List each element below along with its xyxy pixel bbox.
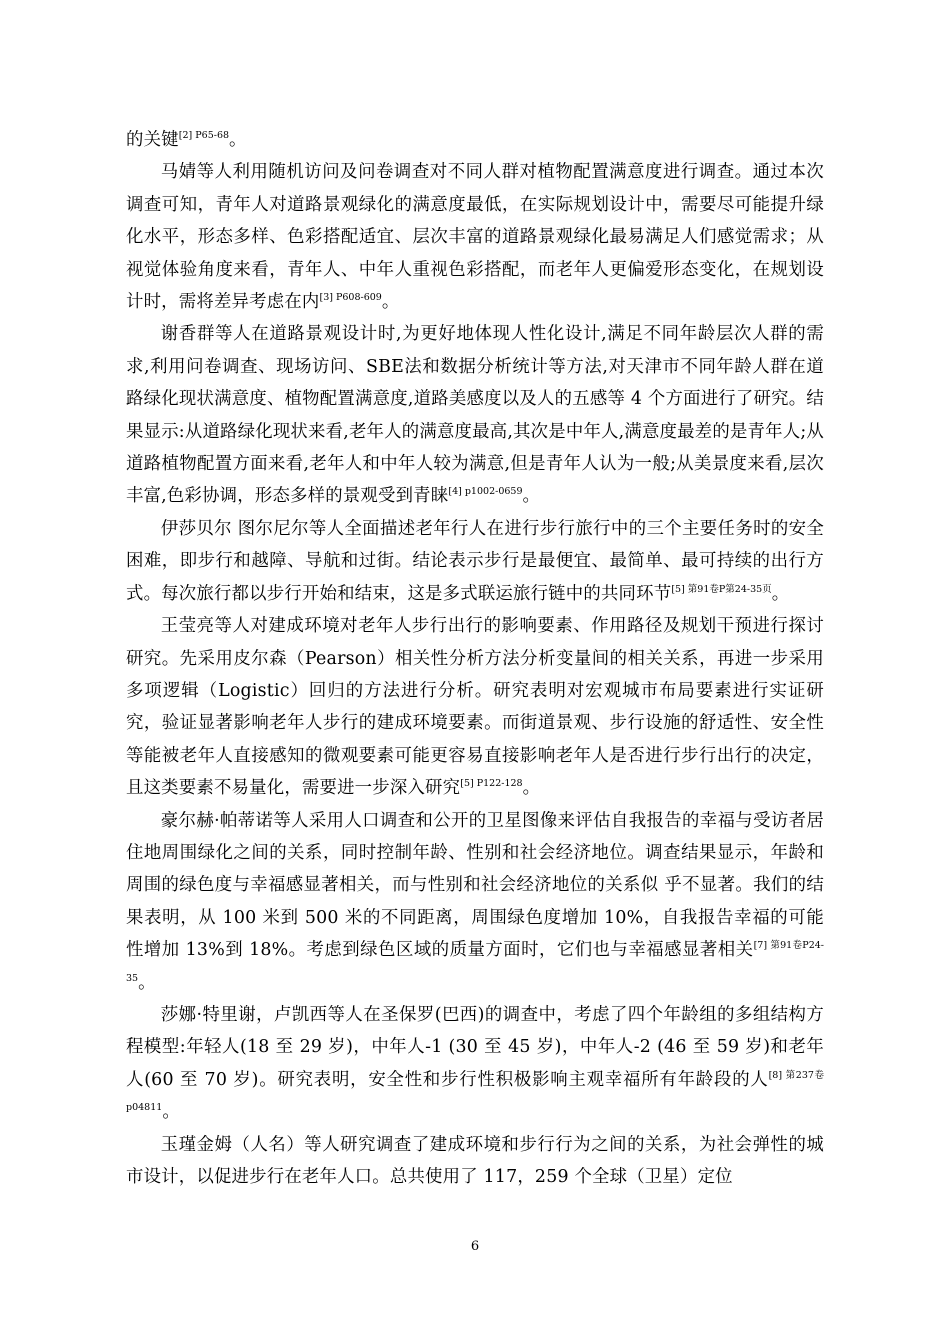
paragraph-end: 。 <box>522 486 541 507</box>
paragraph-end: 。 <box>771 583 790 604</box>
paragraph-text: 的关键 <box>126 130 179 150</box>
citation-ref: [7] 第91卷P24-35 <box>126 940 824 984</box>
paragraph-xiexiangqun <box>126 318 824 512</box>
paragraph-isabelle <box>126 513 824 610</box>
paragraph-end: 。 <box>381 292 400 313</box>
paragraph-text: 谢香群等人在道路景观设计时,为更好地体现人性化设计,满足不同年龄层次人群的需求,利用问卷调查、现场访问、SBE法和数据分析统计等方法,对天津市不同年龄人群在道路绿化现状满意度、植物配置满意度,道路美感度以及人的五感等 4 个方面进行了研究。结果显示:从道路绿化现状来看,老年人的满意度最高,其次是中年人,满意度最差的是青年人;从道路植物配置方面来看,老年人和中年人较为满意,但是青年人认为一般;从美景度来看,层次丰富,色彩协调，形态多样的景观受到青睐 <box>126 324 824 507</box>
citation-ref: [5] P122-128 <box>460 778 523 790</box>
paragraph-jorge <box>126 805 824 999</box>
citation-ref: [8] 第237卷p04811 <box>126 1069 825 1114</box>
paragraph-text: 伊莎贝尔 图尔尼尔等人全面描述老年行人在进行步行旅行中的三个主要任务时的安全困难，即步行和越障、导航和过街。结论表示步行是最便宜、最简单、最可持续的出行方式。每次旅行都以步行开始和结束，这是多式联运旅行链中的共同环节 <box>126 518 824 604</box>
paragraph-majing <box>126 156 824 318</box>
paragraph-shana <box>126 999 824 1129</box>
paragraph-text: 王莹亮等人对建成环境对老年人步行出行的影响要素、作用路径及规划干预进行探讨研究。先采用皮尔森（Pearson）相关性分析方法分析变量间的相关关系，再进一步采用多项逻辑（Logistic）回归的方法进行分析。研究表明对宏观城市布局要素进行实证研究，验证显著影响老年人步行的建成环境要素。而街道景观、步行设施的舒适性、安全性等能被老年人直接感知的微观要素可能更容易直接影响老年人是否进行步行出行的决定，且这类要素不易量化，需要进一步深入研究 <box>126 616 824 799</box>
paragraph-text: 豪尔赫·帕蒂诺等人采用人口调查和公开的卫星图像来评估自我报告的幸福与受访者居住地周围绿化之间的关系，同时控制年龄、性别和社会经济地位。调查结果显示，年龄和周围的绿色度与幸福感显著相关，而与性别和社会经济地位的关系似 乎不显著。我们的结果表明，从 100 米到 500 米的不同距离，周围绿色度增加 10%，自我报告幸福的可能性增加 13%到 18%。考虑到绿色区域的质量方面时，它们也与幸福感显著相关 <box>126 810 824 961</box>
paragraph-text: 马婧等人利用随机访问及问卷调查对不同人群对植物配置满意度进行调查。通过本次调查可知，青年人对道路景观绿化的满意度最低，在实际规划设计中，需要尽可能提升绿化水平，形态多样、色彩搭配适宜、层次丰富的道路景观绿化最易满足人们感觉需求；从视觉体验角度来看，青年人、中年人重视色彩搭配，而老年人更偏爱形态变化，在规划设计时，需将差异考虑在内 <box>126 162 824 313</box>
citation-ref: [5] 第91卷P第24-35页 <box>671 583 772 595</box>
paragraph-end: 。 <box>162 1102 180 1123</box>
paragraph-end: 。 <box>229 130 247 150</box>
paragraph-end: 。 <box>522 778 541 799</box>
paragraph-end: 。 <box>138 972 156 993</box>
paragraph-yujinkim <box>126 1129 824 1194</box>
paragraph-continuation <box>126 124 824 156</box>
citation-ref: [2] P65-68 <box>178 130 230 141</box>
paragraph-text: 玉瑾金姆（人名）等人研究调查了建成环境和步行行为之间的关系，为社会弹性的城市设计，以促进步行在老年人口。总共使用了 117，259 个全球（卫星）定位 <box>126 1134 824 1187</box>
paragraph-wangyingliang <box>126 610 824 804</box>
paragraph-text: 莎娜·特里谢，卢凯西等人在圣保罗(巴西)的调查中，考虑了四个年龄组的多组结构方程模型:年轻人(18 至 29 岁)，中年人-1 (30 至 45 岁)，中年人-2 (46 至 59 岁)和老年人(60 至 70 岁)。研究表明，安全性和步行性积极影响主观幸福所有年龄段的人 <box>126 1004 824 1090</box>
citation-ref: [3] P608-609 <box>319 292 382 304</box>
page-number: 6 <box>470 1239 480 1254</box>
body-text <box>126 124 824 1193</box>
citation-ref: [4] p1002-0659 <box>448 486 523 498</box>
